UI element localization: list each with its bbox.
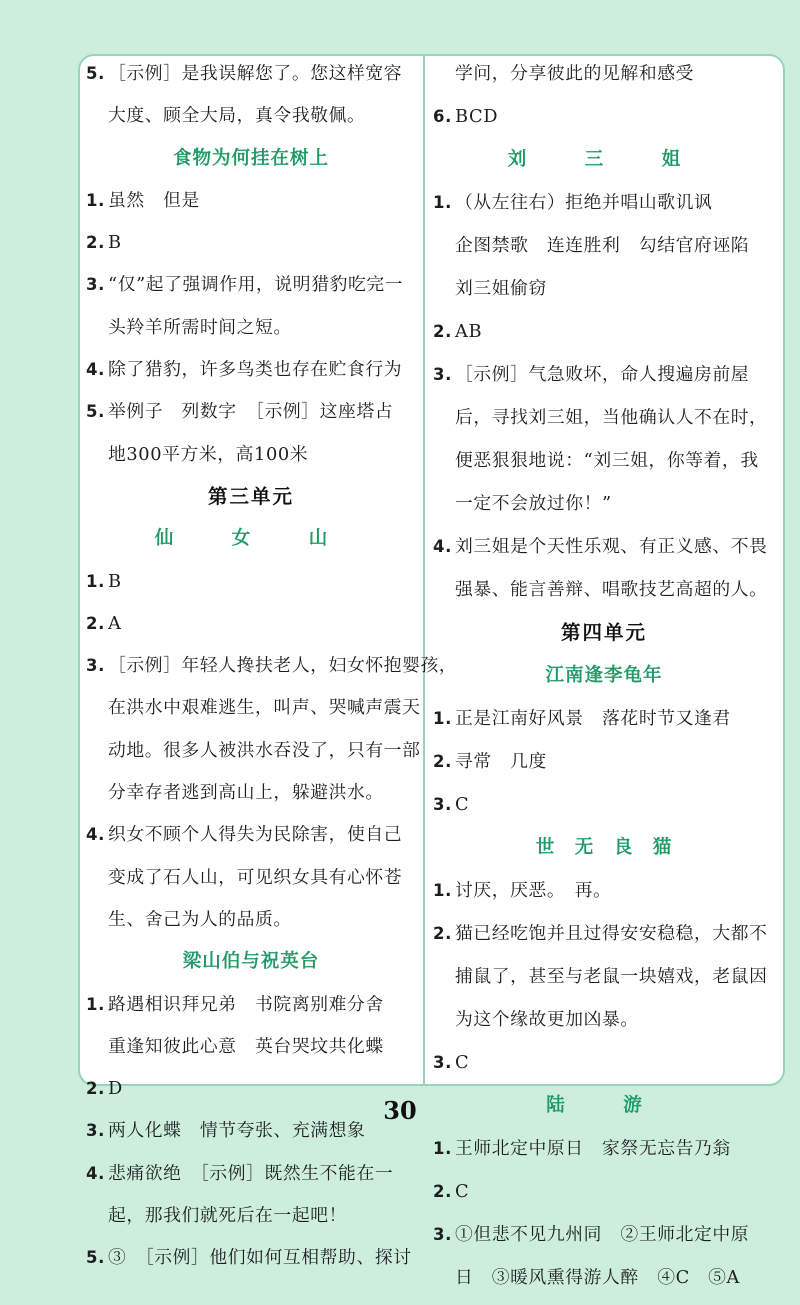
answer-item	[86, 354, 416, 385]
question-number: 1.	[433, 881, 452, 900]
answer-text: 大度、顾全大局，真令我敬佩。	[108, 105, 366, 127]
answer-text: AB	[455, 321, 483, 342]
answer-continuation	[86, 439, 416, 470]
answer-text: 王师北定中原日 家祭无忘告乃翁	[455, 1138, 731, 1159]
unit-heading: 第四单元	[560, 621, 647, 644]
answer-text: D	[108, 1078, 123, 1100]
answer-continuation	[433, 445, 775, 476]
question-number: 1.	[86, 190, 105, 210]
column-divider	[423, 54, 425, 1086]
answer-text: 猫已经吃饱并且过得安安稳稳，大都不	[455, 923, 768, 944]
section-heading: 江南逢李龟年	[545, 665, 663, 686]
answer-continuation	[86, 100, 416, 131]
answer-item	[86, 1158, 416, 1189]
answer-item	[86, 608, 416, 639]
answer-text: C	[455, 1052, 470, 1073]
answer-item	[86, 566, 416, 597]
answer-text: 正是江南好风景 落花时节又逢君	[455, 708, 731, 729]
unit-heading: 第三单元	[207, 484, 294, 508]
question-number: 2.	[433, 322, 452, 341]
answer-item	[433, 316, 775, 347]
section-heading: 刘 三 姐	[507, 149, 701, 170]
answer-item	[433, 1219, 775, 1250]
answer-continuation	[433, 961, 775, 992]
answer-text: 重逢知彼此心意 英台哭坟共化蝶	[108, 1035, 384, 1057]
answer-item	[433, 187, 775, 218]
answer-text: 织女不顾个人得失为民除害，使自己	[108, 824, 403, 846]
answer-text: 变成了石人山，可见织女具有心怀苍	[108, 866, 403, 888]
answer-text: 在洪水中艰难逃生，叫声、哭喊声震天	[108, 697, 421, 719]
answer-continuation	[86, 735, 421, 766]
answer-item	[433, 359, 775, 390]
answer-item	[86, 989, 416, 1020]
answer-continuation	[433, 273, 775, 304]
answer-text: ［示例］气急败坏，命人搜遍房前屋	[455, 364, 750, 385]
answer-text: 学问，分享彼此的见解和感受	[455, 63, 694, 84]
answer-item	[86, 58, 416, 89]
answer-continuation	[86, 1031, 416, 1062]
answer-text: 捕鼠了，甚至与老鼠一块嬉戏，老鼠因	[455, 966, 768, 987]
answer-text: 分幸存者逃到高山上，躲避洪水。	[108, 782, 384, 804]
answer-item	[86, 819, 416, 850]
answer-text: 强暴、能言善辩、唱歌技艺高超的人。	[455, 579, 768, 600]
answer-continuation	[433, 230, 775, 261]
answer-text: 刘三姐是个天性乐观、有正义感、不畏	[455, 536, 768, 557]
question-number: 3.	[433, 365, 452, 384]
question-number: 3.	[86, 1121, 105, 1141]
question-number: 1.	[433, 1139, 452, 1158]
answer-text: 除了猎豹，许多鸟类也存在贮食行为	[108, 359, 403, 381]
answer-text: 为这个缘故更加凶暴。	[455, 1009, 639, 1030]
answer-text: 日 ③暖风熏得游人醉 ④C ⑤A	[455, 1267, 740, 1288]
answer-item	[433, 789, 775, 820]
answer-text: B	[108, 232, 122, 254]
answer-text: ［示例］是我误解您了。您这样宽容	[108, 63, 403, 84]
question-number: 6.	[433, 107, 452, 126]
question-number: 3.	[86, 275, 105, 295]
answer-continuation	[433, 488, 775, 519]
answer-item	[433, 531, 775, 562]
answer-text: 讨厌，厌恶。 再。	[455, 880, 612, 901]
section-heading: 梁山伯与祝英台	[182, 951, 320, 973]
answer-continuation	[433, 574, 775, 605]
answer-text: ①但悲不见九州同 ②王师北定中原	[455, 1224, 750, 1245]
answer-continuation	[86, 1200, 416, 1231]
answer-text: BCD	[455, 106, 499, 127]
question-number: 4.	[433, 537, 452, 556]
question-number: 3.	[433, 1225, 452, 1244]
answer-text: ③ ［示例］他们如何互相帮助、探讨	[108, 1247, 412, 1269]
answer-item	[86, 650, 458, 681]
answer-continuation	[86, 862, 416, 893]
question-number: 5.	[86, 64, 105, 83]
question-number: 5.	[86, 402, 105, 422]
answer-text: 路遇相识拜兄弟 书院离别难分舍	[108, 993, 384, 1015]
answer-text: 地300平方米，高100米	[108, 443, 309, 465]
answer-text: 生、舍己为人的品质。	[108, 908, 292, 930]
answer-text: 悲痛欲绝 ［示例］既然生不能在一	[108, 1162, 394, 1184]
answer-text: 虽然 但是	[108, 189, 200, 211]
answer-continuation	[433, 402, 775, 433]
question-number: 2.	[433, 924, 452, 943]
question-number: 3.	[86, 656, 105, 676]
question-number: 2.	[86, 233, 105, 253]
answer-item	[86, 1242, 416, 1273]
answer-item	[433, 746, 775, 777]
answer-text: 企图禁歌 连连胜利 勾结官府诬陷	[455, 235, 750, 256]
answer-text: 后，寻找刘三姐，当他确认人不在时，	[455, 407, 768, 428]
answer-text: 便恶狠狠地说：“刘三姐，你等着，我	[455, 450, 759, 471]
answer-item	[433, 1047, 775, 1078]
answer-text: 举例子 列数字 ［示例］这座塔占	[108, 401, 394, 423]
question-number: 4.	[86, 825, 105, 845]
answer-item	[433, 918, 775, 949]
answer-text: C	[455, 1181, 470, 1202]
answer-item	[86, 185, 416, 216]
answer-item	[433, 1133, 775, 1164]
answer-item	[433, 875, 775, 906]
answer-text: （从左往右）拒绝并唱山歌讥讽	[455, 192, 713, 213]
question-number: 3.	[433, 795, 452, 814]
question-number: 2.	[86, 613, 105, 633]
question-number: 1.	[433, 709, 452, 728]
answer-continuation	[433, 1004, 775, 1035]
answer-text: 刘三姐偷窃	[455, 278, 547, 299]
answer-item	[433, 101, 775, 132]
answer-text: ［示例］年轻人搀扶老人，妇女怀抱婴孩，	[108, 655, 458, 677]
answer-continuation	[86, 904, 416, 935]
page-number: 30	[383, 1096, 417, 1125]
answer-text: A	[108, 612, 122, 634]
answer-continuation	[86, 692, 421, 723]
section-heading: 世 无 良 猫	[535, 837, 673, 858]
section-heading: 陆 游	[546, 1095, 662, 1116]
question-number: 1.	[86, 994, 105, 1014]
answer-text: 寻常 几度	[455, 751, 547, 772]
answer-item	[433, 703, 775, 734]
answer-text: “仅”起了强调作用，说明猎豹吃完一	[108, 274, 404, 296]
question-number: 1.	[86, 571, 105, 591]
answer-text: C	[455, 794, 470, 815]
section-heading: 仙 女 山	[154, 528, 348, 550]
question-number: 4.	[86, 1163, 105, 1183]
question-number: 4.	[86, 360, 105, 380]
answer-item	[86, 269, 416, 300]
answer-continuation	[86, 777, 416, 808]
answer-item	[86, 396, 416, 427]
question-number: 3.	[433, 1053, 452, 1072]
question-number: 2.	[433, 752, 452, 771]
answer-continuation	[86, 312, 416, 343]
answer-text: B	[108, 570, 122, 592]
question-number: 2.	[86, 1079, 105, 1099]
answer-text: 起，那我们就死后在一起吧！	[108, 1205, 347, 1227]
answer-text: 两人化蝶 情节夸张、充满想象	[108, 1120, 366, 1142]
answer-item	[86, 227, 416, 258]
question-number: 5.	[86, 1248, 105, 1268]
answer-continuation	[433, 1262, 775, 1293]
answer-continuation	[433, 58, 775, 89]
question-number: 2.	[433, 1182, 452, 1201]
answer-text: 动地。很多人被洪水吞没了，只有一部	[108, 739, 421, 761]
answer-text: 头羚羊所需时间之短。	[108, 316, 292, 338]
section-heading: 食物为何挂在树上	[172, 147, 329, 169]
answer-text: 一定不会放过你！”	[455, 493, 612, 514]
answer-item	[433, 1176, 775, 1207]
question-number: 1.	[433, 193, 452, 212]
